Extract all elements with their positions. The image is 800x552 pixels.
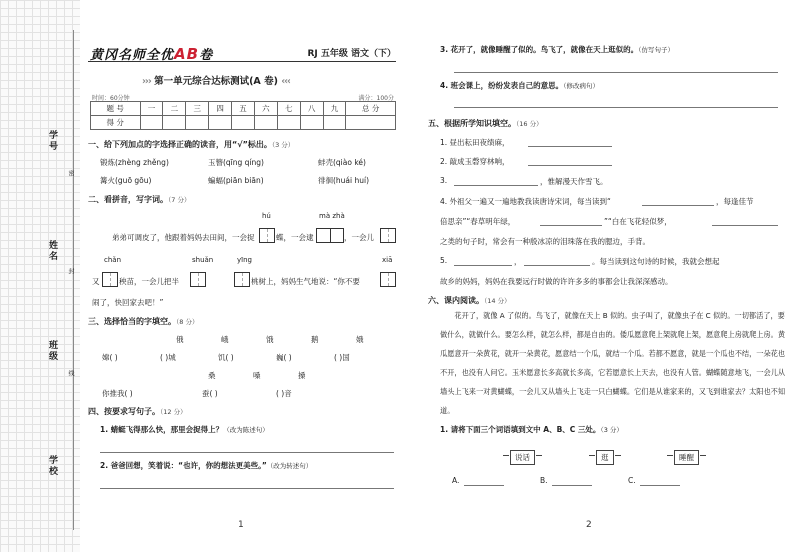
char-box-double[interactable] — [316, 228, 344, 243]
question-hint: （改为转述句） — [266, 462, 313, 470]
answer-label: A. — [452, 476, 460, 485]
score-input[interactable] — [163, 116, 186, 130]
score-cell: 一 — [140, 102, 163, 116]
fill-question — [440, 236, 650, 247]
section-title-text: 二、看拼音，写字词。 — [88, 195, 168, 204]
fill-question — [440, 276, 673, 287]
fill-question — [440, 216, 515, 227]
char-option: 峨 — [221, 335, 229, 344]
score-cell: 总 分 — [346, 102, 396, 116]
fill-blank[interactable]: 蚕( ) — [202, 389, 218, 398]
pinyin-choice[interactable]: 玉簪(qīng qíng) — [208, 158, 264, 167]
pinyin-label: yīng — [237, 256, 252, 264]
binding-line — [73, 30, 74, 530]
section-5-title — [428, 118, 543, 129]
char-box[interactable] — [190, 272, 206, 287]
reading-question-1 — [440, 424, 623, 435]
score-input[interactable] — [232, 116, 255, 130]
pinyin-label: hú — [262, 212, 271, 220]
char-box[interactable] — [380, 228, 396, 243]
page-right — [420, 0, 792, 552]
fill-question — [440, 256, 447, 265]
question-hint: （改为陈述句） — [223, 426, 269, 434]
sentence-text: ，一会儿 — [344, 233, 374, 242]
sentence-text: 秧苗，一会儿把半 — [119, 277, 179, 286]
answer-line[interactable] — [524, 265, 590, 266]
fill-question — [716, 196, 754, 207]
char-option: 饿 — [266, 335, 274, 344]
word-option: 逛 — [596, 450, 614, 465]
score-cell: 题 号 — [91, 102, 141, 116]
answer-line[interactable] — [100, 452, 394, 453]
answer-line[interactable] — [552, 485, 592, 486]
answer-line[interactable] — [100, 488, 394, 489]
question-hint: （仿写句子） — [638, 46, 674, 54]
fill-blank[interactable]: 巍( ) — [276, 353, 292, 362]
score-cell: 七 — [277, 102, 300, 116]
answer-line[interactable] — [528, 146, 612, 147]
score-input[interactable] — [254, 116, 277, 130]
page-left — [82, 0, 402, 552]
question-text: 2. 爸爸回想，笑着说：“也许，你的想法更美些。” — [100, 461, 267, 470]
answer-label: B. — [540, 476, 548, 485]
pinyin-label: mà zhà — [319, 212, 345, 220]
sentence-text: 弟弟可调皮了，他跟着妈妈去田间，一会捉 — [112, 233, 255, 242]
char-box[interactable] — [102, 272, 118, 287]
question-3 — [440, 44, 674, 55]
question-text: 倍思亲”“春草明年绿， — [440, 217, 516, 226]
score-input[interactable] — [140, 116, 163, 130]
word-option: 睡醒 — [674, 450, 699, 465]
fill-blank[interactable]: ( )城 — [160, 353, 176, 362]
score-input[interactable] — [186, 116, 209, 130]
question-text: 4. 外祖父一遍又一遍地教我读唐诗宋词，每当读到“ — [440, 197, 611, 206]
question-text: 1. 蜻蜓飞得那么快，那里会捉得上？ — [100, 425, 224, 434]
char-option: 搡 — [298, 371, 306, 380]
section-title-text: 五、根据所学知识填空。 — [428, 119, 516, 128]
score-table — [90, 101, 396, 130]
question-text: ”“白在飞花轻似梦， — [604, 217, 672, 226]
page-number: 2 — [586, 520, 592, 530]
char-option: 俄 — [176, 335, 184, 344]
page-number: 1 — [238, 520, 244, 530]
question-4 — [440, 80, 599, 91]
seal-mark: 封 — [67, 268, 74, 276]
binding-label-name: 姓名 — [47, 240, 57, 262]
pinyin-choice[interactable]: 蝙蝠(piān biān) — [208, 176, 264, 185]
char-option: 桑 — [208, 371, 216, 380]
score-input[interactable] — [277, 116, 300, 130]
answer-line[interactable] — [640, 485, 680, 486]
pinyin-choice[interactable]: 锻炼(zhèng zhěng) — [100, 158, 169, 167]
arrows-icon: ››› — [142, 76, 151, 87]
fill-question — [540, 176, 608, 187]
score-cell: 三 — [186, 102, 209, 116]
question-text: ，惟解漫天作雪飞。 — [540, 177, 608, 186]
section-points: （16 分） — [516, 120, 543, 128]
fill-blank[interactable]: 你推我( ) — [102, 389, 133, 398]
fill-blank[interactable]: 饥( ) — [218, 353, 234, 362]
question-text: 2. 敲成玉磬穿林响， — [440, 157, 510, 166]
section-points: （8 分） — [176, 318, 199, 326]
header-rule — [88, 61, 396, 62]
score-cell: 二 — [163, 102, 186, 116]
section-points: （7 分） — [168, 196, 191, 204]
binding-label-class: 班级 — [47, 340, 57, 362]
answer-label: C. — [628, 476, 636, 485]
unit-title — [142, 73, 290, 87]
brand-ab: AB — [174, 45, 200, 63]
char-box[interactable] — [234, 272, 250, 287]
score-cell: 六 — [254, 102, 277, 116]
brand-suffix: 卷 — [199, 48, 214, 63]
score-cell: 四 — [209, 102, 232, 116]
pinyin-choice[interactable]: 蚌壳(qiào ké) — [318, 158, 366, 167]
score-value-row — [91, 116, 396, 130]
question-text: 4. 班会课上，纷纷发表自己的意思。 — [440, 81, 564, 90]
reading-passage: 花开了，就像 A 了似的。鸟飞了，就像在天上 B 似的。虫子叫了，就像虫子在 C 似的。一切都活了，要做什么，就做什么。要怎么样，就怎么样，都是自由的。倭瓜愿意爬上架就爬上架，愿意爬上房就爬上房。黄瓜愿意开一朵黄花，就开一朵黄花，愿意结一个瓜，就结一个瓜。若都不愿意，就是一个瓜也不结，一朵花也不开，也没有人问它。玉米愿意长多高就长多高，它若愿意长上天去，也没有人管。蝴蝶随意地飞，一会儿从墙头上飞来一对黄蝴蝶，一会儿又从墙头上飞走一只白蝴蝶。它们是从谁家来的，又飞到谁家去？太阳也不知道。 — [440, 311, 786, 415]
pinyin-choice[interactable]: 徘徊(huái huí) — [318, 176, 370, 185]
question-text: 1. 请将下面三个词语填到文中 A、B、C 三处。 — [440, 425, 601, 434]
subject-label: RJ 五年级 语文（下） — [307, 49, 396, 59]
section-6-title — [428, 295, 511, 306]
answer-line[interactable] — [540, 225, 602, 226]
brand-text: 黄冈名师全优 — [90, 48, 175, 63]
answer-line[interactable] — [642, 205, 714, 206]
score-input[interactable] — [209, 116, 232, 130]
fill-question — [592, 256, 720, 267]
section-1-title — [88, 139, 294, 150]
section-title-text: 六、课内阅读。 — [428, 296, 484, 305]
question-1 — [100, 424, 269, 435]
score-header-row — [91, 102, 396, 116]
section-title-text: 一、给下列加点的字选择正确的读音，用“√”标出。 — [88, 140, 272, 149]
seal-mark: 密 — [67, 170, 74, 178]
sentence-text: 闹了，快回家去吧！” — [92, 298, 164, 307]
fill-question — [440, 137, 510, 148]
question-text: 3. — [440, 176, 448, 185]
section-2-title — [88, 194, 190, 205]
answer-line[interactable] — [528, 165, 612, 166]
score-cell: 九 — [323, 102, 346, 116]
sentence-text: 桃树上，妈妈生气地说：“你不要 — [251, 277, 360, 286]
score-input[interactable] — [323, 116, 346, 130]
section-title-text: 四、按要求写句子。 — [88, 407, 160, 416]
section-points: （3 分） — [271, 141, 295, 149]
fill-question — [440, 156, 510, 167]
score-input[interactable] — [300, 116, 323, 130]
fill-question — [440, 196, 611, 207]
question-text: 故乡的妈妈，妈妈在我要远行时做的许许多多的事都会让我深深感动。 — [440, 277, 673, 286]
question-2 — [100, 460, 312, 471]
answer-line[interactable] — [454, 107, 778, 108]
question-text: 5. — [440, 256, 448, 265]
score-cell: 五 — [232, 102, 255, 116]
seal-mark: 线 — [67, 370, 74, 378]
section-title-text: 三、选择恰当的字填空。 — [88, 317, 176, 326]
char-box[interactable] — [259, 228, 275, 243]
pinyin-label: shuǎn — [192, 256, 214, 264]
pinyin-choice[interactable]: 篝火(guō gōu) — [100, 176, 152, 185]
question-points: （3 分） — [600, 426, 623, 434]
question-text: ，每逢佳节 — [716, 197, 754, 206]
answer-line[interactable] — [454, 265, 512, 266]
time-limit: 时间：60分钟 — [92, 95, 130, 102]
section-3-title — [88, 316, 198, 327]
sentence-text: 又 — [92, 277, 100, 286]
section-points: （14 分） — [484, 297, 511, 305]
binding-label-id: 学号 — [47, 130, 57, 152]
fill-blank[interactable]: ( )音 — [276, 389, 292, 398]
fill-blank[interactable]: 嫦( ) — [102, 353, 118, 362]
score-cell: 得 分 — [91, 116, 141, 130]
fill-question — [604, 216, 672, 227]
fill-question — [440, 176, 447, 185]
section-points: （12 分） — [160, 408, 187, 416]
score-input[interactable] — [346, 116, 396, 130]
char-option: 鹅 — [311, 335, 319, 344]
section-4-title — [88, 406, 187, 417]
question-text: 之类的句子时，常会有一种殷冰凉的泪珠落在我的腮边，手背。 — [440, 237, 650, 246]
sentence-text: 蝶，一会逮 — [276, 233, 314, 242]
score-cell: 八 — [300, 102, 323, 116]
char-option: 嗓 — [253, 371, 261, 380]
binding-strip — [0, 0, 80, 552]
answer-line[interactable] — [454, 185, 538, 186]
question-text: 1. 昼出耘田夜绩麻， — [440, 138, 510, 147]
binding-label-school: 学校 — [47, 455, 57, 477]
full-score: 满分：100分 — [358, 95, 394, 102]
question-text: 3. 花开了，就像睡醒了似的。鸟飞了，就像在天上逛似的。 — [440, 45, 639, 54]
char-box[interactable] — [380, 272, 396, 287]
char-option: 娥 — [356, 335, 364, 344]
arrows-icon: ‹‹‹ — [281, 76, 290, 87]
comma: ， — [514, 257, 522, 266]
answer-line[interactable] — [454, 72, 778, 73]
unit-title-text: 第一单元综合达标测试(A 卷) — [154, 76, 278, 87]
word-option: 说话 — [510, 450, 535, 465]
answer-line[interactable] — [464, 485, 504, 486]
answer-line[interactable] — [712, 225, 778, 226]
pinyin-label: chǎn — [104, 256, 122, 264]
question-hint: （修改病句） — [563, 82, 599, 90]
fill-blank[interactable]: ( )国 — [334, 353, 350, 362]
pinyin-label: xiā — [382, 256, 393, 264]
question-text: 。每当读到这句诗的时候，我就会想起 — [592, 257, 720, 266]
